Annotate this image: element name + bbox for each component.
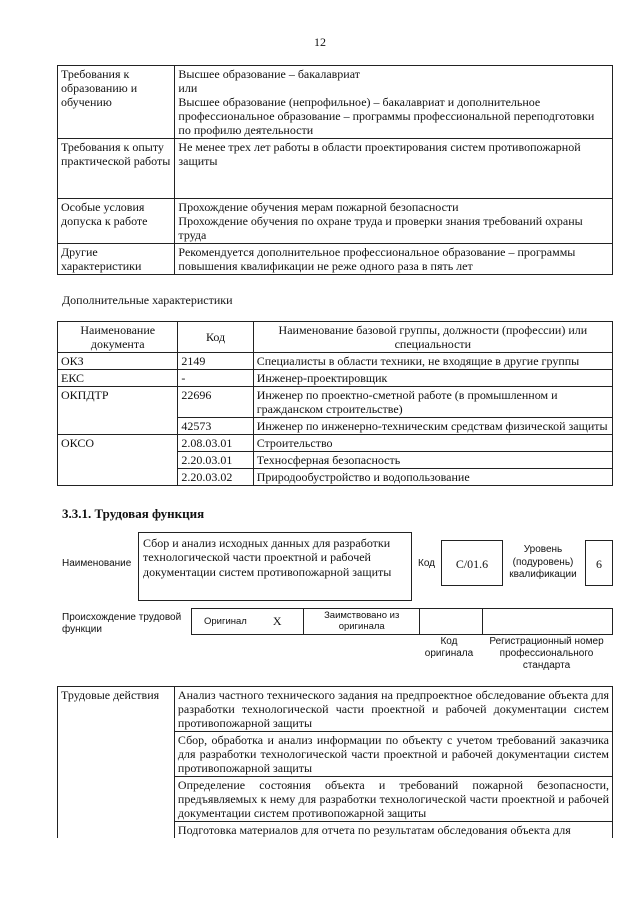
code-label: Код xyxy=(418,558,436,569)
table-header-row xyxy=(58,322,613,353)
function-code-box: C/01.6 xyxy=(441,540,503,586)
code-original-cell xyxy=(420,609,482,635)
table-row xyxy=(58,199,613,244)
level-value-box: 6 xyxy=(585,540,613,586)
table-row xyxy=(58,387,613,418)
table-row xyxy=(58,66,613,139)
doc-cell: ЕКС xyxy=(58,370,178,387)
name-cell: Строительство xyxy=(253,435,612,452)
page-number: 12 xyxy=(314,35,326,49)
code-cell: 2149 xyxy=(178,353,253,370)
origin-label: Происхождение трудовой функции xyxy=(62,612,182,635)
column-header: Наименование базовой группы, должности (профессии) или специальности xyxy=(253,322,612,353)
requirement-value xyxy=(175,66,613,139)
requirement-line: Рекомендуется дополнительное профессиональное образование – программы повышения квалификации не реже одного раза в пять лет xyxy=(178,245,576,274)
action-item: Подготовка материалов для отчета по результатам обследования объекта для xyxy=(174,822,612,839)
doc-cell: ОКПДТР xyxy=(58,387,178,418)
requirement-line: Прохождение обучения по охране труда и проверки знания требований охраны труда xyxy=(178,214,583,243)
column-header: Код xyxy=(178,322,253,353)
table-row xyxy=(58,244,613,275)
name-cell: Инженер-проектировщик xyxy=(253,370,612,387)
requirement-label: Особые условия допуска к работе xyxy=(58,199,175,244)
requirement-label: Другие характеристики xyxy=(58,244,175,275)
original-mark: X xyxy=(270,609,304,635)
table-row xyxy=(58,452,613,469)
requirements-table xyxy=(57,65,613,275)
action-item: Сбор, обработка и анализ информации по объекту с учетом требований заказчика для разработки технологической части проектной и рабочей документации систем противопожарной защиты xyxy=(174,732,612,777)
additional-characteristics-table xyxy=(57,321,613,486)
name-cell: Специалисты в области техники, не входящие в другие группы xyxy=(253,353,612,370)
name-label: Наименование xyxy=(62,558,132,569)
doc-cell xyxy=(58,452,178,469)
code-original-caption: Код оригинала xyxy=(424,636,474,659)
code-cell: 42573 xyxy=(178,418,253,435)
level-label: Уровень (подуровень) квалификации xyxy=(509,544,577,580)
code-cell: 2.20.03.01 xyxy=(178,452,253,469)
requirement-line: Прохождение обучения мерам пожарной безопасности xyxy=(178,200,459,215)
column-header: Наименование документа xyxy=(58,322,178,353)
requirement-label: Требования к опыту практической работы xyxy=(58,139,175,199)
reg-number-cell xyxy=(482,609,612,635)
doc-cell xyxy=(58,418,178,435)
origin-table xyxy=(191,608,613,635)
code-cell: 2.08.03.01 xyxy=(178,435,253,452)
name-cell: Инженер по инженерно-техническим средствам физической защиты xyxy=(253,418,612,435)
borrowed-cell: Заимствовано из оригинала xyxy=(303,609,420,635)
action-item: Анализ частного технического задания на предпроектное обследование объекта для разработки технологической части проектной и рабочей документации систем противопожарной защиты xyxy=(174,687,612,732)
table-row xyxy=(58,353,613,370)
table-row xyxy=(58,687,613,732)
doc-cell: ОКЗ xyxy=(58,353,178,370)
requirement-label: Требования к образованию и обучению xyxy=(58,66,175,139)
code-cell: 2.20.03.02 xyxy=(178,469,253,486)
table-row xyxy=(192,609,613,635)
requirement-line: Высшее образование (непрофильное) – бакалавриат и дополнительное профессиональное образование – программы профессиональной переподготовки по профилю деятельности xyxy=(178,95,595,138)
labour-actions-table xyxy=(57,686,613,838)
code-cell: - xyxy=(178,370,253,387)
requirement-line: Не менее трех лет работы в области проектирования систем противопожарной защиты xyxy=(178,140,581,169)
action-item: Определение состояния объекта и требований пожарной безопасности, предъявляемых к нему для разработки технологической части проектной и рабочей документации систем противопожарной защиты xyxy=(174,777,612,822)
requirement-line: или xyxy=(178,81,198,96)
table-row xyxy=(58,418,613,435)
section-label: Дополнительные характеристики xyxy=(62,293,233,307)
code-cell: 22696 xyxy=(178,387,253,418)
actions-label: Трудовые действия xyxy=(58,687,175,839)
requirement-line: Высшее образование – бакалавриат xyxy=(178,67,360,81)
doc-cell xyxy=(58,469,178,486)
name-cell: Техносферная безопасность xyxy=(253,452,612,469)
function-title: 3.3.1. Трудовая функция xyxy=(62,506,205,521)
table-row xyxy=(58,139,613,199)
name-cell: Инженер по проектно-сметной работе (в промышленном и гражданском строительстве) xyxy=(253,387,612,418)
original-cell: Оригинал xyxy=(192,609,270,635)
table-row xyxy=(58,435,613,452)
requirement-value xyxy=(175,244,613,275)
table-row xyxy=(58,370,613,387)
function-name-box: Сбор и анализ исходных данных для разработки технологической части проектной и рабочей документации систем противопожарной защиты xyxy=(138,532,412,601)
table-row xyxy=(58,469,613,486)
reg-number-caption: Регистрационный номер профессионального стандарта xyxy=(489,636,604,671)
doc-cell: ОКСО xyxy=(58,435,178,452)
requirement-value xyxy=(175,199,613,244)
name-cell: Природообустройство и водопользование xyxy=(253,469,612,486)
requirement-value xyxy=(175,139,613,199)
